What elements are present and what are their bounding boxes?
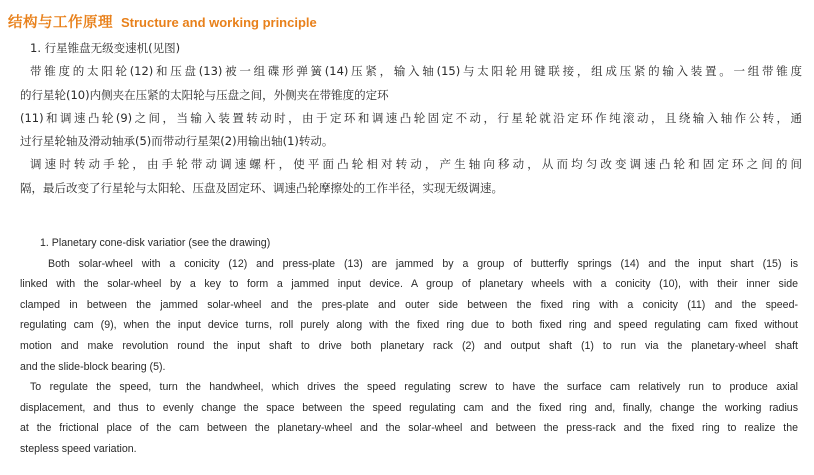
en-para2-line: To regulate the speed, turn the handwheel, which drives the speed regulating screw to have the surface cam relatively run to produce axial bbox=[30, 381, 798, 394]
en-para1-line: regulating cam (9), when the input device turns, roll purely along with the fixed ring due to both fixed ring and speed regulating cam fixed without bbox=[20, 319, 798, 332]
heading-chinese: 结构与工作原理 bbox=[8, 15, 113, 31]
en-para1-line: Both solar-wheel with a conicity (12) and press-plate (13) are jammed by a group of butterfly springs (14) and the input shart (15) is bbox=[48, 257, 798, 270]
en-para1-line: linked with the solar-wheel by a key to form a jammed input device. A group of planetary wheels with a conicity (10), with their inner side bbox=[20, 278, 798, 291]
section-heading bbox=[8, 11, 317, 32]
en-para1-line: motion and make revolution round the input shaft to drive both planetary rack (2) and output shaft (1) to run via the planetary-wheel shaft bbox=[20, 339, 798, 352]
en-para2-line: at the frictional place of the cam between the planetary-wheel and the solar-wheel and between the press-rack and the fixed ring to realize the bbox=[20, 422, 798, 435]
heading-english: Structure and working principle bbox=[121, 15, 317, 30]
cn-subtitle: 1. 行星锥盘无级变速机(见图) bbox=[30, 41, 181, 55]
en-para2-line: stepless speed variation. bbox=[20, 442, 137, 455]
cn-para1-line: (11)和调速凸轮(9)之间，当输入装置转动时，由于定环和调速凸轮固定不动，行星轮就沿定环作纯滚动，且绕输入轴作公转，通 bbox=[20, 110, 802, 125]
english-section bbox=[20, 233, 798, 460]
en-subtitle: 1. Planetary cone-disk variatior (see the drawing) bbox=[40, 237, 271, 249]
cn-para1-line: 的行星轮(10)内侧夹在压紧的太阳轮与压盘之间，外侧夹在带锥度的定环 bbox=[20, 87, 389, 102]
en-para1-line: and the slide-block bearing (5). bbox=[20, 360, 166, 373]
chinese-section bbox=[20, 37, 802, 200]
en-para1-line: clamped in between the jammed solar-wheel and the pres-plate and outer side between the fixed ring with a conicity (11) and the speed- bbox=[20, 298, 798, 311]
en-para2-line: displacement, and thus to evenly change the space between the speed regulating cam and the fixed ring and, finally, change the working radius bbox=[20, 401, 798, 414]
cn-para2-line: 隔，最后改变了行星轮与太阳轮、压盘及固定环、调速凸轮摩擦处的工作半径，实现无级调速。 bbox=[20, 180, 503, 195]
cn-para1-line: 过行星轮轴及滑动轴承(5)而带动行星架(2)用输出轴(1)转动。 bbox=[20, 134, 334, 149]
cn-para1-line: 带锥度的太阳轮(12)和压盘(13)被一组碟形弹簧(14)压紧，输入轴(15)与太阳轮用键联接，组成压紧的输入装置。一组带锥度 bbox=[30, 64, 802, 79]
cn-para2-line: 调速时转动手轮，由手轮带动调速螺杆，使平面凸轮相对转动，产生轴向移动，从而均匀改变调速凸轮和固定环之间的间 bbox=[30, 157, 802, 172]
